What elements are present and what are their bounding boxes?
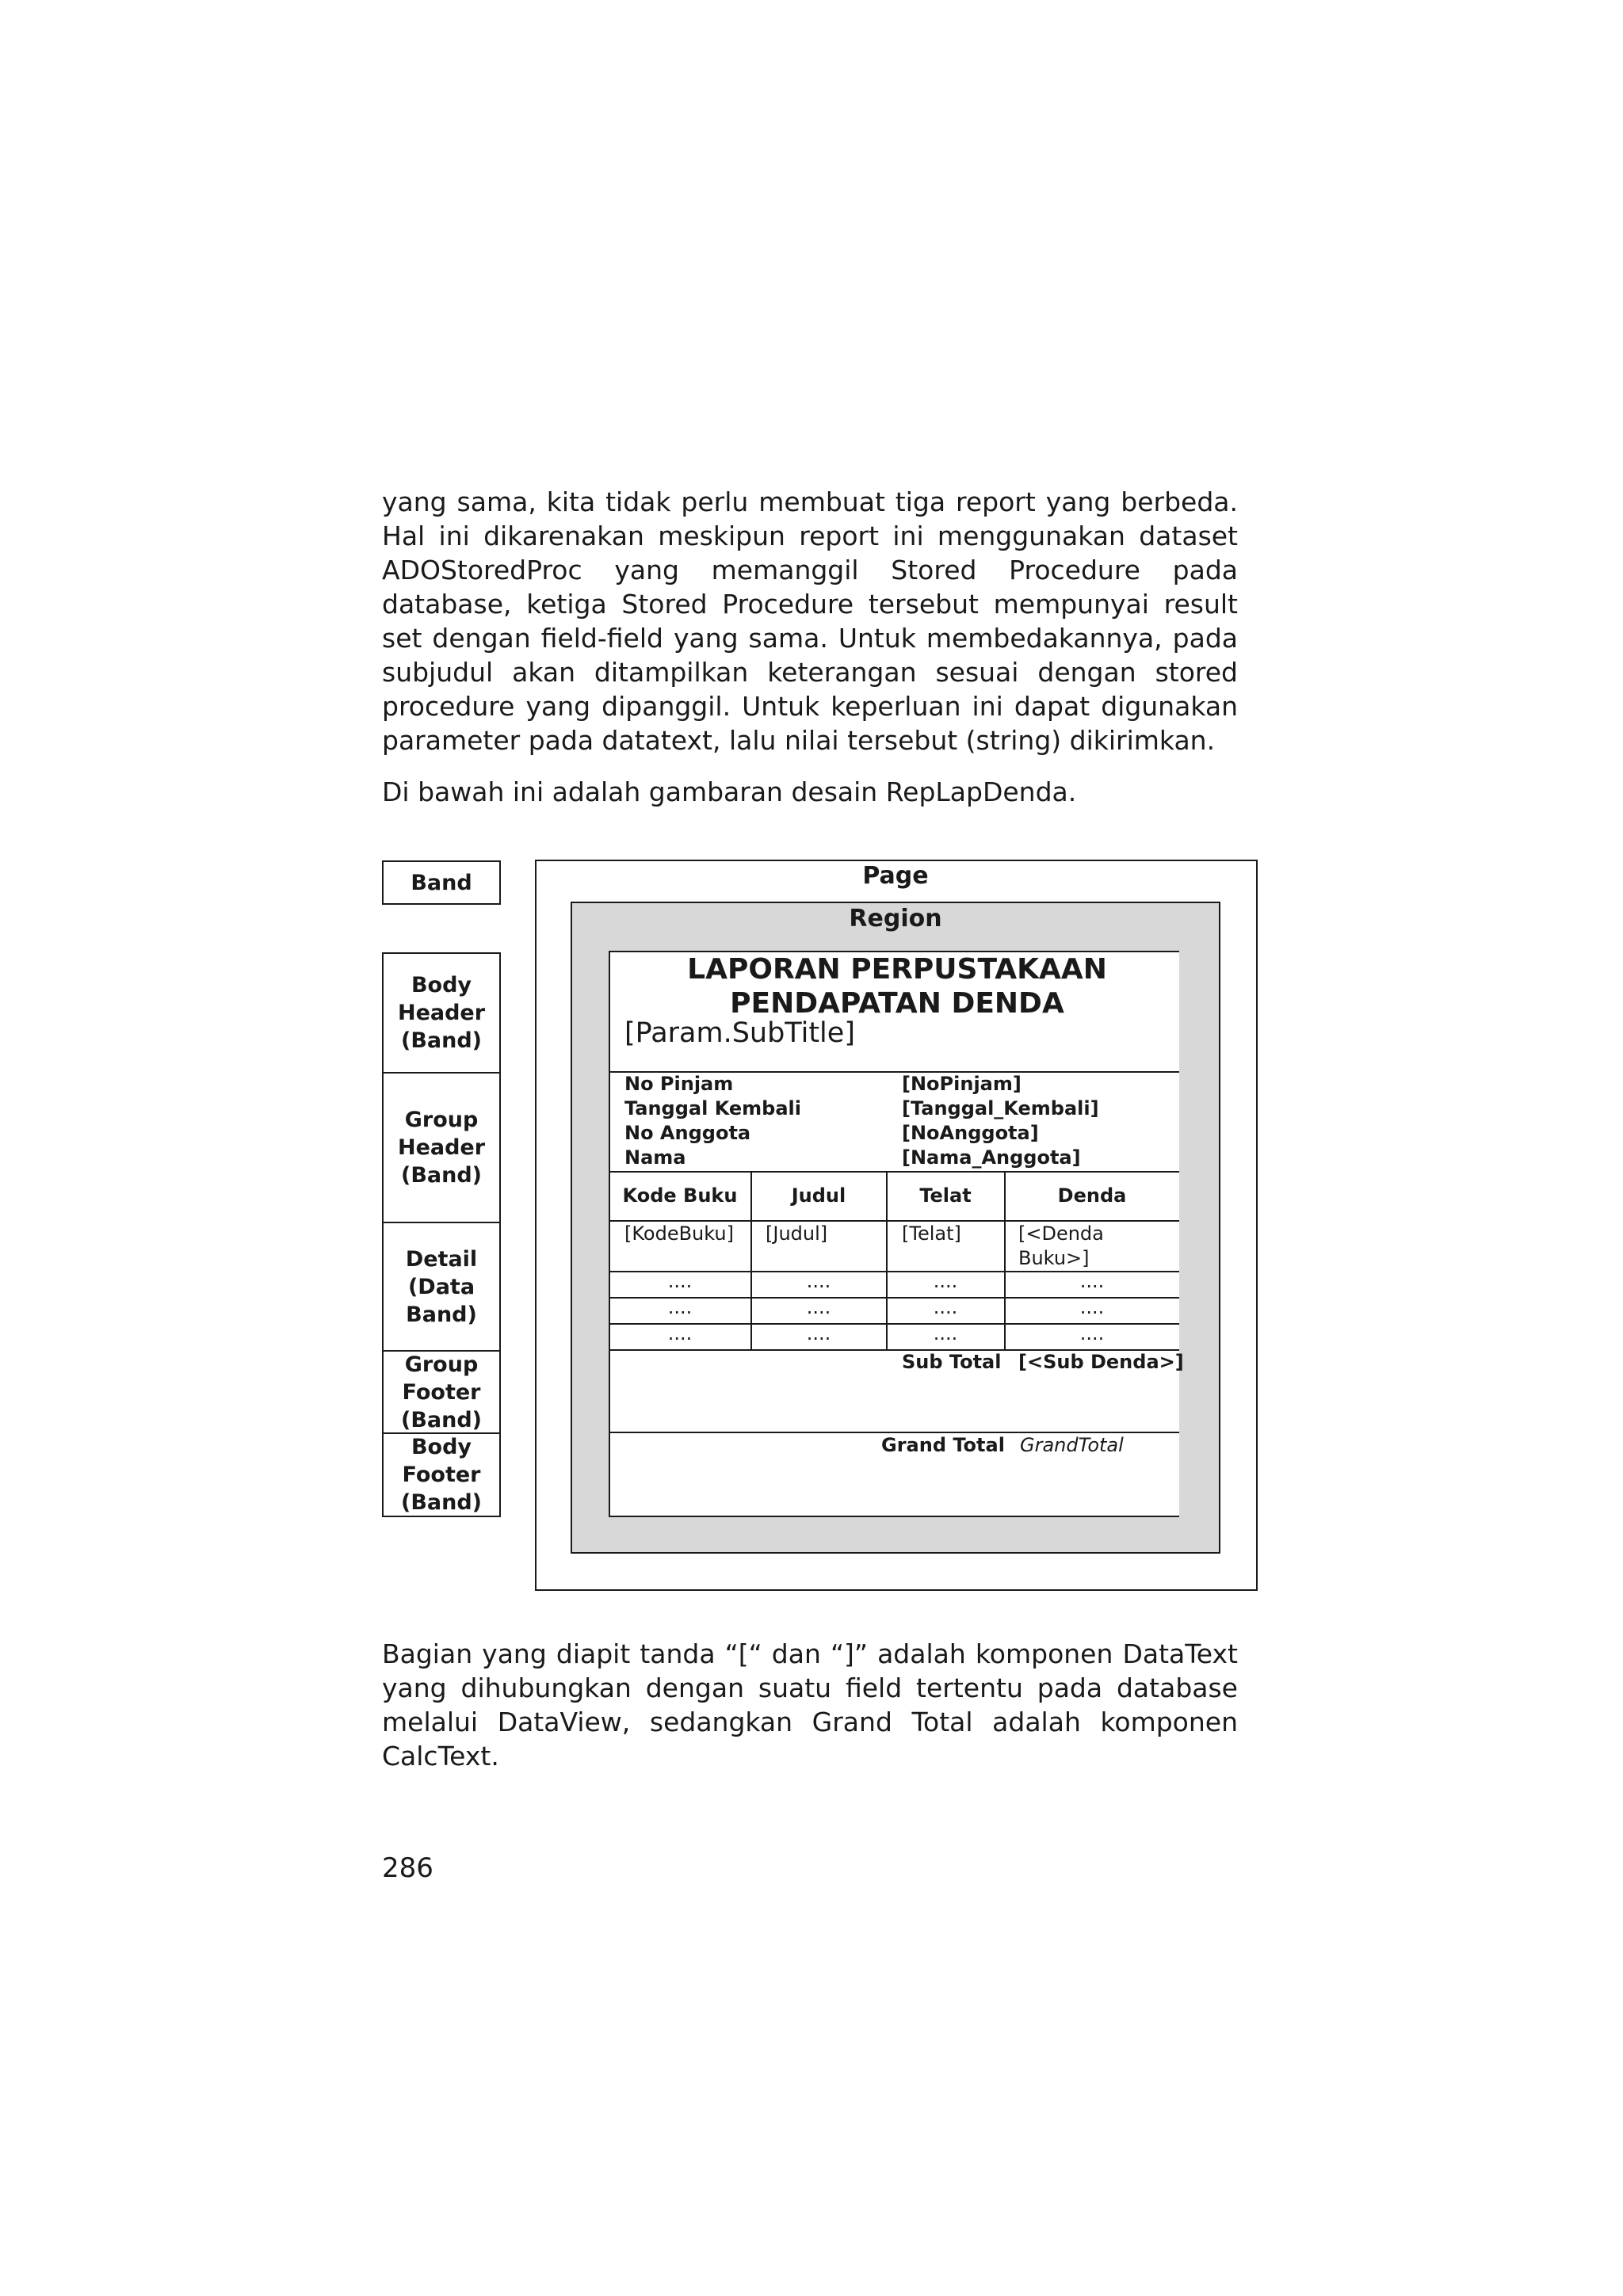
group-field-value: [NoPinjam] (902, 1073, 1022, 1095)
placeholder-cell: .... (667, 1322, 693, 1344)
report-subtitle: [Param.SubTitle] (624, 1017, 855, 1049)
placeholder-cell: .... (933, 1296, 958, 1318)
placeholder-cell: .... (806, 1296, 831, 1318)
paragraph-intro: yang sama, kita tidak perlu membuat tiga report yang berbeda. Hal ini dikarenakan meskipun report ini menggunakan dataset ADOStoredProc yang memanggil Stored Procedure pada database, ketiga Stored Procedure tersebut mempunyai result set dengan field-field yang sama. Untuk membedakannya, pada subjudul akan ditampilkan keterangan sesuai dengan stored procedure yang dipanggil. Untuk keperluan ini dapat digunakan parameter pada datatext, lalu nilai tersebut (string) dikirimkan. (382, 486, 1238, 756)
report-title-line1: LAPORAN PERPUSTAKAAN (687, 953, 1107, 986)
detail-cell: [Judul] (766, 1222, 828, 1245)
table-border (609, 1171, 1179, 1173)
group-field-label: Nama (624, 1146, 686, 1169)
column-header: Denda (1057, 1184, 1127, 1207)
band-legend: Band (382, 860, 501, 905)
placeholder-cell: .... (667, 1296, 693, 1318)
placeholder-cell: .... (1079, 1270, 1105, 1292)
band-body-footer: Body Footer (Band) (382, 1432, 501, 1517)
placeholder-cell: .... (1079, 1322, 1105, 1344)
grand-total-label: Grand Total (881, 1434, 1005, 1456)
band-group-header: Group Header (Band) (382, 1072, 501, 1223)
placeholder-cell: .... (667, 1270, 693, 1292)
placeholder-cell: .... (806, 1270, 831, 1292)
column-header: Telat (919, 1184, 972, 1207)
grand-total-value: GrandTotal (1020, 1434, 1124, 1456)
placeholder-cell: .... (933, 1322, 958, 1344)
region-label: Region (849, 905, 942, 933)
column-header: Judul (791, 1184, 846, 1207)
band-body-header: Body Header (Band) (382, 952, 501, 1074)
page-number: 286 (382, 1852, 433, 1884)
band-group-footer: Group Footer (Band) (382, 1350, 501, 1434)
band-detail: Detail (Data Band) (382, 1222, 501, 1352)
page-label: Page (862, 862, 929, 890)
detail-cell: [<Denda Buku>] (1018, 1222, 1104, 1269)
group-field-value: [Tanggal_Kembali] (902, 1097, 1099, 1119)
group-field-value: [NoAnggota] (902, 1122, 1039, 1144)
group-field-label: No Anggota (624, 1122, 751, 1144)
group-field-label: Tanggal Kembali (624, 1097, 801, 1119)
detail-cell: [Telat] (902, 1222, 961, 1245)
column-header: Kode Buku (622, 1184, 738, 1207)
placeholder-cell: .... (933, 1270, 958, 1292)
detail-cell: [KodeBuku] (624, 1222, 734, 1245)
placeholder-cell: .... (1079, 1296, 1105, 1318)
paragraph-diagram-intro: Di bawah ini adalah gambaran desain RepLapDenda. (382, 776, 1077, 807)
sub-total-value: [<Sub Denda>] (1018, 1351, 1184, 1373)
paragraph-explanation: Bagian yang diapit tanda “[“ dan “]” adalah komponen DataText yang dihubungkan dengan suatu field tertentu pada database melalui DataView, sedangkan Grand Total adalah komponen CalcText. (382, 1638, 1238, 1772)
report-title-line2: PENDAPATAN DENDA (730, 987, 1064, 1020)
sub-total-label: Sub Total (902, 1351, 1002, 1373)
placeholder-cell: .... (806, 1322, 831, 1344)
group-field-label: No Pinjam (624, 1073, 734, 1095)
group-field-value: [Nama_Anggota] (902, 1146, 1081, 1169)
